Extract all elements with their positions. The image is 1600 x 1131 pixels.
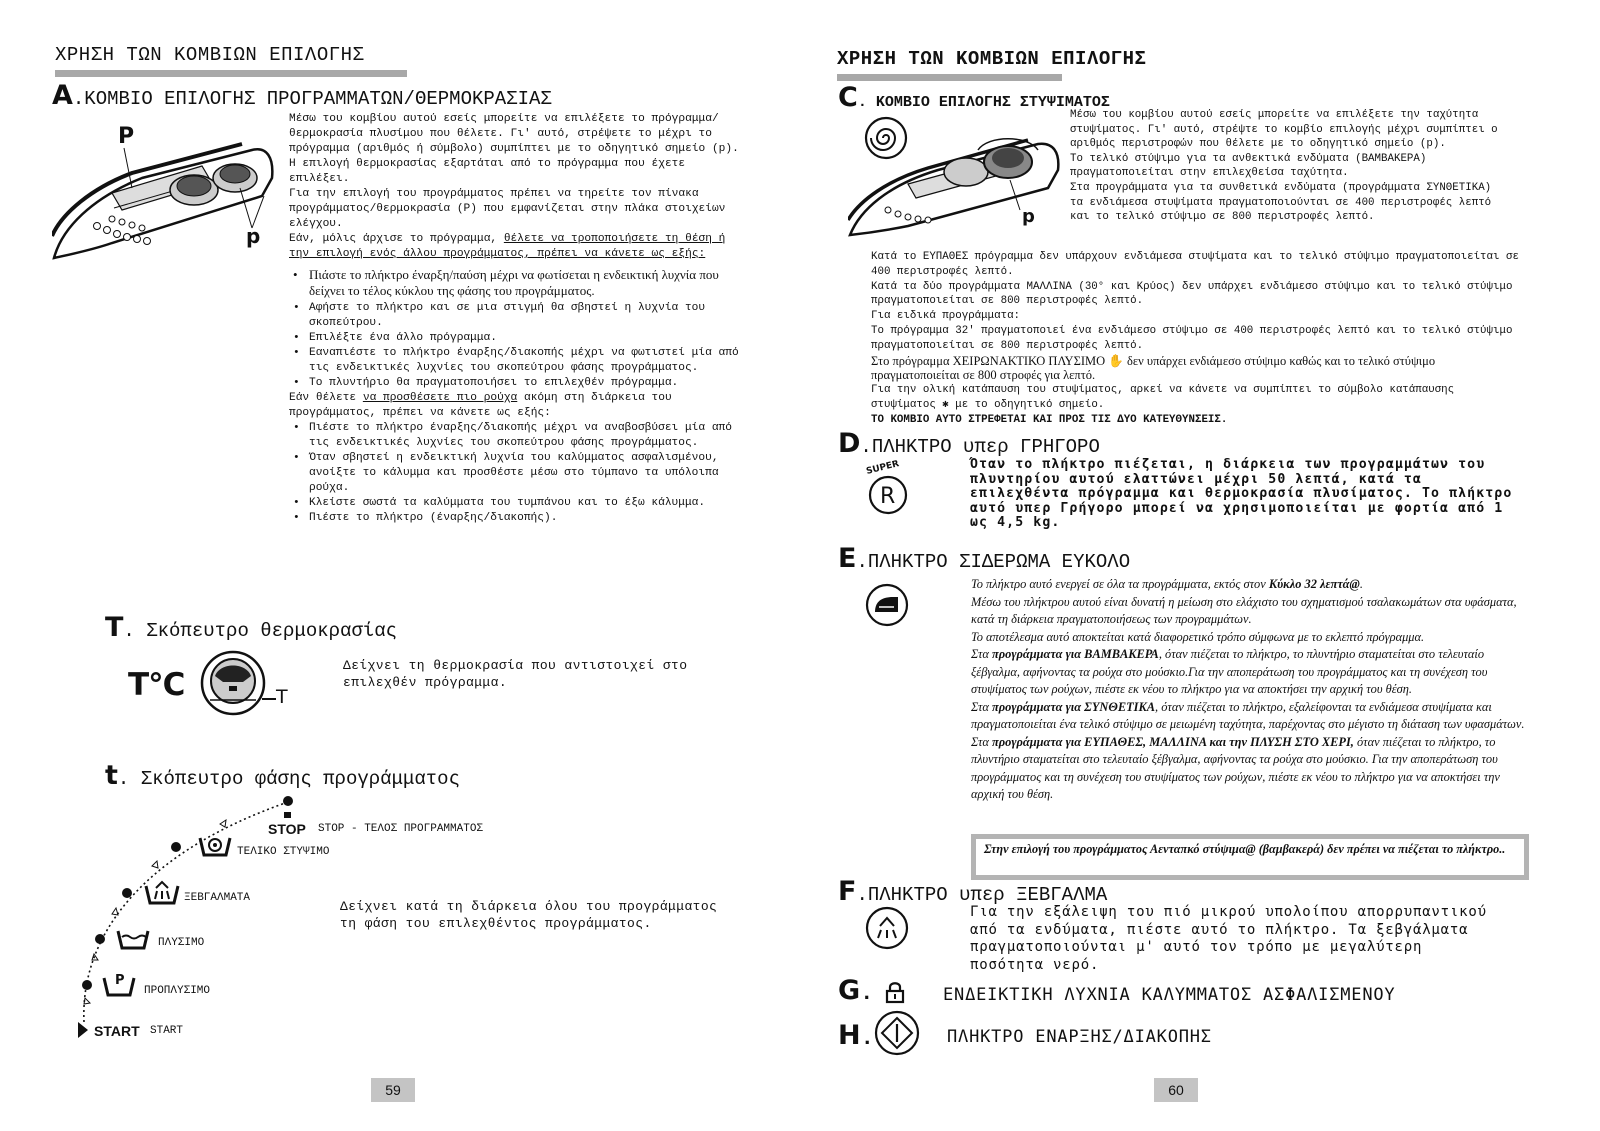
page-number: 59 — [371, 1078, 415, 1102]
section-f-heading — [838, 876, 1107, 907]
temperature-label: T°C — [128, 667, 185, 703]
list-item: • Όταν σβηστεί η ενδεικτική λυχνία του καλύμματος ασφαλισμένου, ανοίξτε το κάλυμμα και προσθέστε μέσω στο τύμπανο τα υπόλοιπα ρούχα. — [289, 451, 745, 496]
start-label-bold: START — [94, 1023, 140, 1039]
section-h-heading — [838, 1020, 874, 1051]
section-e-heading — [838, 543, 1130, 574]
header-rule — [837, 74, 1062, 81]
start-play-icon — [78, 1022, 88, 1038]
section-letter: D — [838, 428, 861, 459]
page-header: ΧΡΗΣΗ ΤΩΝ ΚΟΜΒΙΩΝ ΕΠΙΛΟΓΗΣ — [837, 48, 1147, 70]
spin-label: ΤΕΛΙΚΟ ΣΤΥΨΙΜΟ — [237, 846, 330, 858]
temperature-dial-icon — [198, 648, 268, 718]
paragraph: Εάν θέλετε να προσθέσετε πιο ρούχα ακόμη στη διάρκεια του προγράμματος, πρέπει να κάνετε ως εξής: — [289, 392, 672, 419]
note-box — [971, 834, 1529, 880]
paragraph: Μέσω του πλήκτρου αυτού είναι δυνατή η μείωση στο ελάχιστο του σχηματισμού τσαλακωμάτων στα υφάσματα, κατά τη διάρκεια πραγματοποιήσεως των προγραμμάτων. — [971, 594, 1517, 626]
section-title: .ΠΛΗΚΤΡΟ ΣΙΔΕΡΩΜΑ ΕΥΚΟΛΟ — [856, 551, 1131, 573]
section-letter: H — [838, 1020, 861, 1051]
lock-icon — [884, 980, 906, 1004]
label-p: p — [246, 224, 261, 248]
rinse-label: ΞΕΒΓΑΛΜΑΤΑ — [184, 892, 251, 904]
section-letter: A — [52, 80, 73, 111]
paragraph: Στα προγράμματα για τα συνθετικά ενδύματα (προγράμματα ΣΥΝΘΕΤΙΚΑ) τα ενδιάμεσα στυψίματα πραγματοποιούνται σε 400 περιστροφές λεπτό και το τελικό στύψιμο σε 800 περιστροφές λεπτό. — [1070, 181, 1492, 224]
wash-icon — [116, 928, 150, 950]
page-number: 60 — [1154, 1078, 1198, 1102]
start-label: START — [150, 1025, 184, 1037]
section-letter: C — [838, 82, 858, 113]
rapid-letter: R — [880, 484, 896, 509]
pointer-line — [262, 698, 276, 700]
control-panel-spin-illustration — [848, 130, 1073, 240]
paragraph: ΤΟ ΚΟΜΒΙΟ ΑΥΤΟ ΣΤΡΕΦΕΤΑΙ ΚΑΙ ΠΡΟΣ ΤΙΣ ΔΥΟ ΚΑΤΕΥΘΥΝΣΕΙΣ. — [871, 413, 1228, 426]
prewash-icon-letter: P — [115, 973, 125, 988]
paragraph: Για την επιλογή του προγράμματος πρέπει να τηρείτε τον πίνακα προγράμματος/θερμοκρασία (P) που εμφανίζεται στην πλάκα στοιχείων ελέγχου. — [289, 188, 726, 230]
paragraph: Μέσω του κομβίου αυτού εσείς μπορείτε να επιλέξετε το πρόγραμμα/θερμοκρασία πλυσίμου που θέλετε. Γι' αυτό, στρέψετε το μέχρι το πρόγραμμα (αριθμός ή σύμβολο) συμπίπτει με το οδηγητικό σημείο (p). Η επιλογή θερμοκρασίας εξαρτάται από το πρόγραμμα που έχετε επιλέξει. — [289, 113, 739, 185]
section-title: .ΠΛΗΚΤΡΟ υπερ ΞΕΒΓΑΛΜΑ — [856, 884, 1108, 906]
section-d-text: Όταν το πλήκτρο πιέζεται, η διάρκεια των προγραμμάτων του πλυντηρίου αυτού ελαττώνει μέχρι 50 λεπτά, κατά τα επιλεχθέντα πρόγραμμα και θερμοκρασία πλυσίματος. Το πλήκτρο αυτό υπερ Γρήγορο μπορεί να χρησιμοποιείται με φορτία από 1 ως 4,5 kg. — [970, 457, 1513, 530]
list-item: • Εαναπιέστε το πλήκτρο έναρξης/διακοπής μέχρι να φωτιστεί μία από τις ενδεικτικές λυχνίες του σκοπεύτρου φάσης προγράμματος. — [289, 346, 745, 376]
paragraph: Για την ολική κατάπαυση του στυψίματος, αρκεί να κάνετε να συμπίπτει το σύμβολο κατάπαυσης στυψίματος ✱ με το οδηγητικό σημείο. — [871, 384, 1455, 411]
section-title: . Σκόπευτρο θερμοκρασίας — [123, 620, 398, 642]
section-dot: . — [860, 1026, 874, 1051]
paragraph: Στα προγράμματα για ΒΑΜΒΑΚΕΡΑ, όταν πιέζεται το πλήκτρο, το πλυντήριο σταματείται στο τελευταίο ξέβγαλμα, αφήνοντας τα ρούχα στο μούσκιο.Για την αποπεράτωση του προγράμματος και τη συνέχεση του στυψίματος των ρούχων, πιέστε εκ νέου το πλήκτρο για να αποκτήσει την αρχική του θέση. — [971, 647, 1488, 696]
page-header: ΧΡΗΣΗ ΤΩΝ ΚΟΜΒΙΩΝ ΕΠΙΛΟΓΗΣ — [55, 44, 365, 66]
stop-lamp — [283, 796, 293, 806]
spin-icon — [198, 834, 232, 858]
label-p: p — [1022, 206, 1035, 227]
paragraph: Το αποτέλεσμα αυτό αποκτείται κατά διαφορετικό τρόπο σύμφωνα με το εκλεπτό πρόγραμμα. — [971, 629, 1425, 644]
section-dot: . — [860, 981, 874, 1006]
iron-icon — [865, 583, 909, 627]
section-title: .ΚΟΜΒΙΟ ΕΠΙΛΟΓΗΣ ΠΡΟΓΡΑΜΜΑΤΩΝ/ΘΕΡΜΟΚΡΑΣΙΑΣ — [72, 88, 552, 110]
section-letter: F — [838, 876, 857, 907]
section-letter: G — [838, 975, 861, 1006]
paragraph: Μέσω του κομβίου αυτού εσείς μπορείτε να επιλέξετε την ταχύτητα στυψίματος. Γι' αυτό, στρέψτε το κομβίο επιλογής μέχρι συμπίπτει ο αριθμός περιστροφών που θέλετε με το οδηγητικό σημείο (p). — [1070, 109, 1498, 151]
section-letter: T — [105, 612, 124, 643]
section-g-heading — [838, 975, 873, 1006]
list-item: • Επιλέξτε ένα άλλο πρόγραμμα. — [289, 331, 745, 346]
section-title: . ΚΟΜΒΙΟ ΕΠΙΛΟΓΗΣ ΣΤΥΨΙΜΑΤΟΣ — [857, 94, 1110, 111]
section-t-upper-heading — [105, 612, 397, 643]
section-a-body — [289, 112, 745, 526]
paragraph: Το τελικό στύψιμο για τα ανθεκτικά ενδύματα (ΒΑΜΒΑΚΕΡΑ) πραγματοποιείται στην επιλεχθείσα ταχύτητα. — [1070, 152, 1427, 180]
section-f-text: Για την εξάλειψη του πιό μικρού υπολοίπου απορρυπαντικού από τα ενδύματα, πιέστε αυτό το πλήκτρο. Τα ξεβγάλματα πραγματοποιούνται μ' αυτό τον τρόπο με μεγαλύτερη ποσότητα νερό. — [970, 904, 1487, 973]
bullet-list — [289, 267, 745, 391]
section-c-body-top — [1070, 108, 1500, 225]
section-d-heading — [838, 428, 1100, 459]
list-item: • Κλείστε σωστά τα καλύμματα του τυμπάνου και το έξω κάλυμμα. — [289, 496, 745, 511]
paragraph: Στα προγράμματα για ΣΥΝΘΕΤΙΚΑ, όταν πιέζεται το πλήκτρο, εξαλείφονται τα ενδιάμεσα στυψίματα και πραγματοποιείται ένα τελικό στύψιμο σε μειωμένη ταχύτητα, παρέχοντας στο μέγιστο τη διάταση των υφασμάτων. — [971, 699, 1525, 731]
section-title: . Σκόπευτρο φάσης προγράμματος — [117, 768, 460, 790]
paragraph: Κατά το ΕΥΠΑΘΕΣ πρόγραμμα δεν υπάρχουν ενδιάμεσα στυψίματα και το τελικό στύψιμο πραγματοποιείται σε 400 περιστροφές λεπτό. — [871, 251, 1519, 278]
paragraph: Εάν, μόλις άρχισε το πρόγραμμα, θέλετε να τροποποιήσετε τη θέση ή την επιλογή ενός άλλου προγράμματος, πρέπει να κάνετε ως εξής: — [289, 233, 726, 260]
list-item: • Πιάστε το πλήκτρο έναρξη/παύση μέχρι να φωτίσεται η ενδεικτική λυχνία που δείχνει το τέλος κύκλου της φάσης του προγράμματος. — [289, 267, 745, 299]
list-item: • Το πλυντήριο θα πραγματοποιήσει το επιλεχθέν πρόγραμμα. — [289, 376, 745, 391]
start-pause-icon — [874, 1010, 920, 1056]
section-a-heading — [52, 80, 552, 111]
extra-rinse-icon — [865, 906, 909, 950]
paragraph: Στα προγράμματα για ΕΥΠΑΘΕΣ, ΜΑΛΛΙΝΑ και την ΠΛΥΣΗ ΣΤΟ ΧΕΡΙ, όταν πιέζεται το πλήκτρο, το πλυντήριο σταματείται στο τελευταίο ξέβγαλμα, αφήνοντας τα ρούχα στο μούσκιο. Για την αποπεράτωση του προγράμματος και τη συνέχεση του στυψίματος των ρούχων, πιέστε εκ νέου το πλήκτρο για να αποκτήσει την αρχική του θέση. — [971, 734, 1500, 801]
prewash-lamp — [82, 980, 92, 990]
list-item: • Πιέστε το πλήκτρο (έναρξης/διακοπής). — [289, 511, 745, 526]
super-label: SUPER — [865, 459, 901, 477]
section-g-title: ΕΝΔΕΙΚΤΙΚΗ ΛΥΧΝΙΑ ΚΑΛΥΜΜΑΤΟΣ ΑΣΦΑΛΙΣΜΕΝΟΥ — [943, 985, 1396, 1005]
section-title: .ΠΛΗΚΤΡΟ υπερ ΓΡΗΓΟΡΟ — [860, 436, 1100, 458]
section-t-upper-text: Δείχνει τη θερμοκρασία που αντιστοιχεί στο επιλεχθέν πρόγραμμα. — [343, 658, 688, 690]
paragraph: Για ειδικά προγράμματα: — [871, 310, 1021, 323]
section-e-text — [971, 576, 1536, 804]
stop-marker — [284, 812, 291, 818]
section-h-title: ΠΛΗΚΤΡΟ ΕΝΑΡΞΗΣ/ΔΙΑΚΟΠΗΣ — [947, 1027, 1212, 1047]
spin-lamp — [171, 842, 181, 852]
label-P: P — [118, 124, 135, 149]
rinse-icon — [144, 880, 180, 906]
right-page — [800, 0, 1600, 1131]
stop-label: STOP - ΤΕΛΟΣ ΠΡΟΓΡΑΜΜΑΤΟΣ — [318, 823, 484, 835]
paragraph: Στο πρόγραμμα ΧΕΙΡΩΝΑΚΤΙΚΟ ΠΛΥΣΙΜΟ ✋ δεν υπάρχει ενδιάμεσο στύψιμο καθώς και το τελικό στύψιμο πραγματοποιείται σε 800 στροφές για λεπτό. — [871, 353, 1436, 383]
section-t-lower-text: Δείχνει κατά τη διάρκεια όλου του προγράμματος τη φάση του επιλεχθέντος προγράμματος. — [340, 899, 718, 931]
bullet-list — [289, 421, 745, 526]
paragraph: Το πρόγραμμα 32' πραγματοποιεί ένα ενδιάμεσο στύψιμο σε 400 περιστροφές λεπτό και το τελικό στύψιμο πραγματοποιείται σε 800 περιστροφές λεπτό. — [871, 324, 1513, 352]
paragraph: Κατά τα δύο προγράμματα ΜΑΛΛΙΝΑ (30° και Κρύος) δεν υπάρχει ενδιάμεσο στύψιμο και το τελικό στύψιμο πραγματοποιείται σε 800 περιστροφές λεπτό. — [871, 280, 1513, 308]
note-text: Στην επιλογή του προγράμματος Αενταπκό στύψιμα@ (βαμβακερά) δεν πρέπει να πιέζεται το πλήκτρο.. — [984, 842, 1506, 856]
section-c-body-bottom — [871, 250, 1521, 428]
wash-label: ΠΛΥΣΙΜΟ — [158, 937, 205, 949]
header-rule — [55, 70, 407, 77]
section-letter: t — [105, 760, 118, 791]
prewash-label: ΠΡΟΠΛΥΣΙΜΟ — [144, 985, 211, 997]
section-t-lower-heading — [105, 760, 460, 791]
stop-label-bold: STOP — [268, 821, 306, 837]
list-item: • Πιέστε το πλήκτρο έναρξης/διακοπής μέχρι να αναβοσβύσει μία από τις ενδεικτικές λυχνίες του σκοπεύτρου φάσης προγράμματος. — [289, 421, 745, 451]
wash-lamp — [95, 934, 105, 944]
paragraph: Το πλήκτρο αυτό ενεργεί σε όλα τα προγράμματα, εκτός στον Κύκλο 32 λεπτά@. — [971, 577, 1363, 591]
list-item: • Αφήστε το πλήκτρο και σε μια στιγμή θα σβηστεί η λυχνία του σκοπεύτρου. — [289, 301, 745, 331]
section-letter: E — [838, 543, 857, 574]
rinse-lamp — [122, 888, 132, 898]
label-T: T — [276, 686, 288, 708]
